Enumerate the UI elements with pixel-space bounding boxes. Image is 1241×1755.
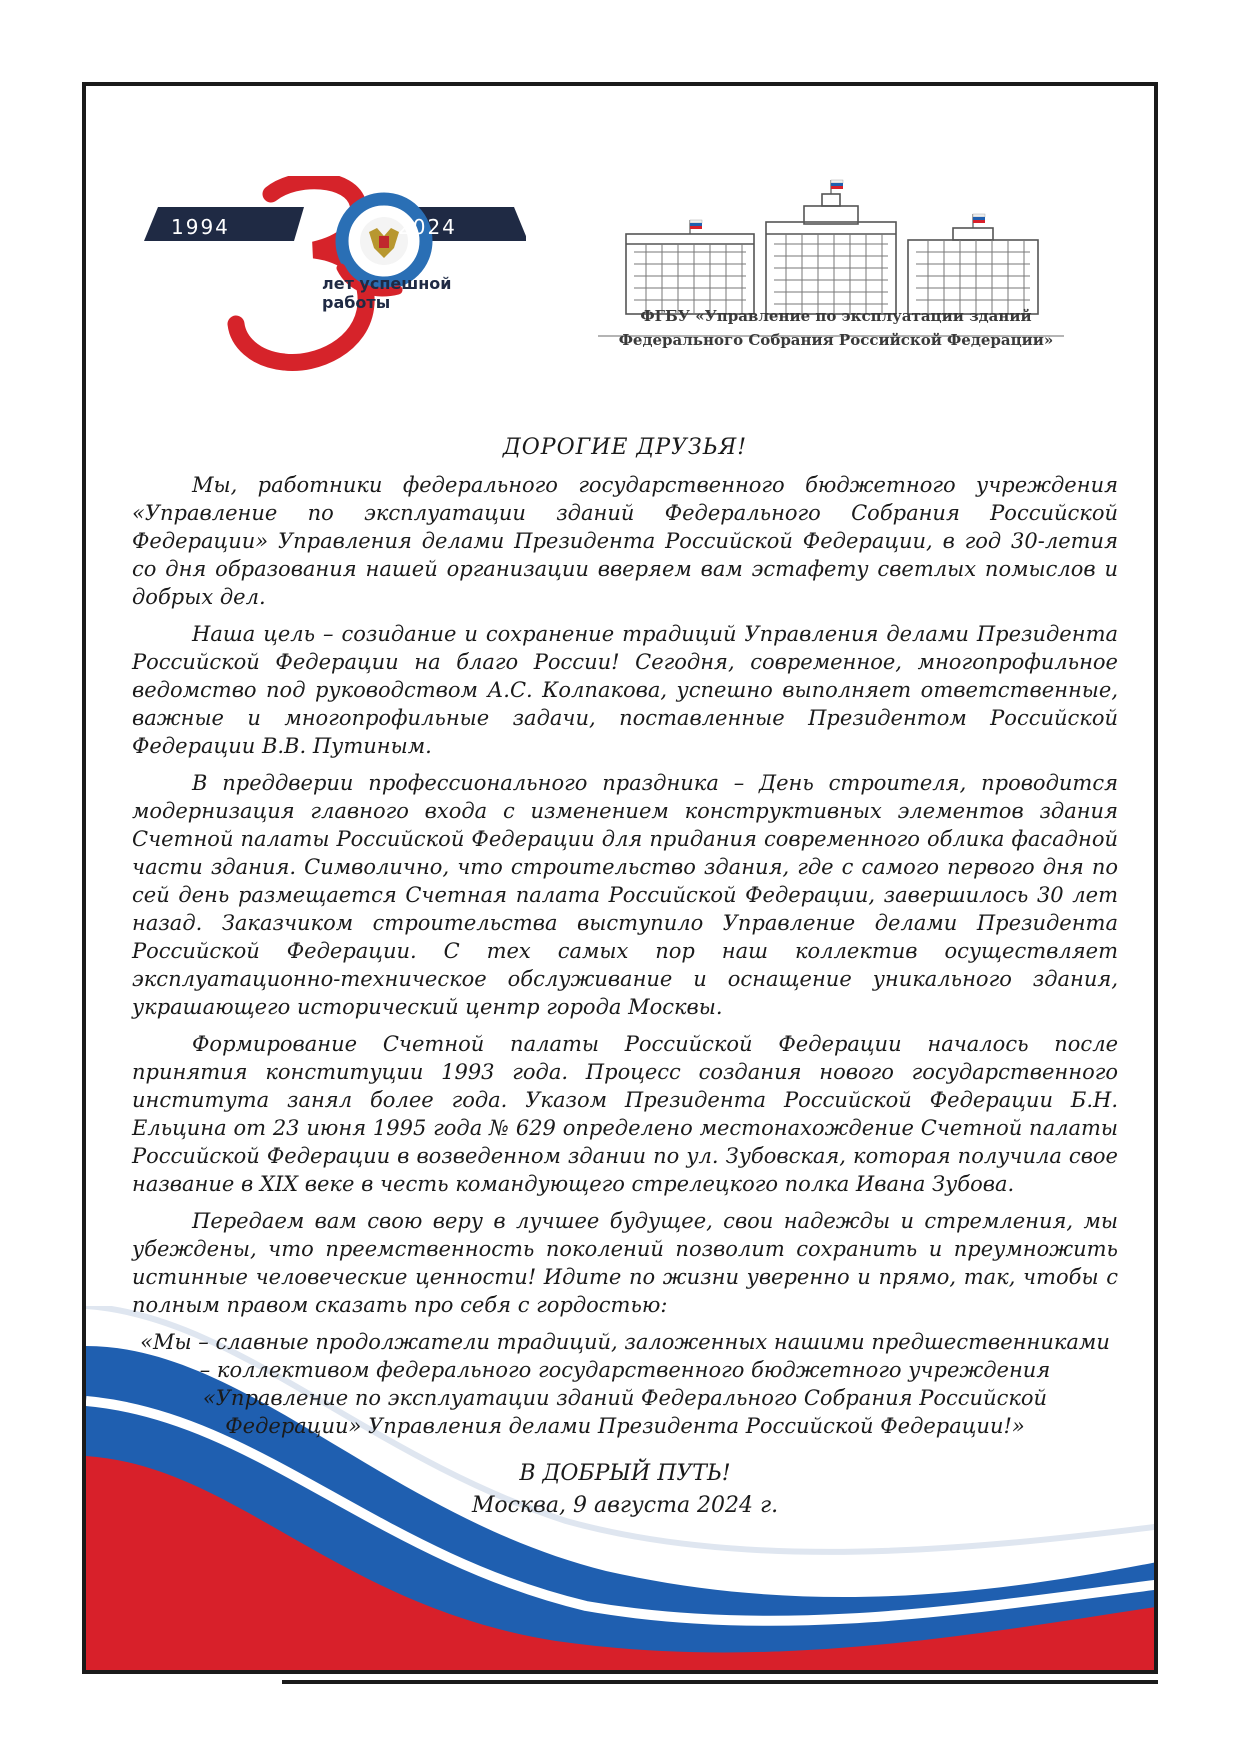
organization-name: ФГБУ «Управление по эксплуатации зданий Федерального Собрания Российской Федерации» [618, 307, 1054, 349]
paragraph: Наша цель – созидание и сохранение традиций Управления делами Президента Российской Федерации на благо России! Сегодня, современное, многопрофильное ведомство под руководством А.С. Колпакова, успешно выполняет ответственные, важные и многопрофильные задачи, поставленные Президентом Российской Федерации В.В. Путиным. [132, 622, 1118, 758]
city-date: Москва, 9 августа 2024 г. [471, 1493, 779, 1518]
letter-greeting: ДОРОГИЕ ДРУЗЬЯ! [502, 435, 748, 460]
paragraph: Передаем вам свою веру в лучшее будущее, свои надежды и стремления, мы убеждены, что преемственность поколений позволит сохранить и преумножить истинные человеческие ценности! Идите по жизни уверенно и прямо, так, чтобы с полным правом сказать про себя с гордостью: [132, 1209, 1118, 1317]
bottom-rule [282, 1680, 1158, 1684]
logo-caption: лет успешной работы [322, 274, 452, 312]
farewell: В ДОБРЫЙ ПУТЬ! [519, 1461, 731, 1486]
motto-quote: «Мы – славные продолжатели традиций, заложенных нашими предшественниками – коллективом федерального государственного бюджетного учреждения «Управление по эксплуатации зданий Федерального Собрания Российской Федерации» Управления делами Президента Российской Федерации!» [140, 1330, 1110, 1438]
document-frame [82, 82, 1158, 1674]
paragraph: Мы, работники федерального государственного бюджетного учреждения «Управление по эксплуатации зданий Федерального Собрания Российской Федерации» Управления делами Президента Российской Федерации, в год 30-летия со дня образования нашей организации вверяем вам эстафету светлых помыслов и добрых дел. [132, 473, 1118, 609]
year-start: 1994 [171, 215, 230, 239]
paragraph: Формирование Счетной палаты Российской Федерации началось после принятия конституции 1993 года. Процесс создания нового государственного института занял более года. Указом Президента Российской Федерации Б.Н. Ельцина от 23 июня 1995 года № 629 определено местонахождение Счетной палаты Российской Федерации в возведенном здании по ул. Зубовская, которая получила свое название в XIX веке в честь командующего стрелецкого полка Ивана Зубова. [132, 1032, 1118, 1196]
letter-body [132, 434, 1118, 1520]
jubilee-logo [136, 176, 526, 406]
year-end: 2024 [398, 215, 457, 239]
paragraph: В преддверии профессионального праздника – День строителя, проводится модернизация главного входа с изменением конструктивных элементов здания Счетной палаты Российской Федерации для придания современного облика фасадной части здания. Символично, что строительство здания, где с самого первого дня по сей день размещается Счетная палата Российской Федерации, завершилось 30 лет назад. Заказчиком строительства выступило Управление делами Президента Российской Федерации. С тех самых пор наш коллектив осуществляет эксплуатационно-техническое обслуживание и оснащение уникального здания, украшающего исторический центр города Москвы. [132, 771, 1118, 1019]
